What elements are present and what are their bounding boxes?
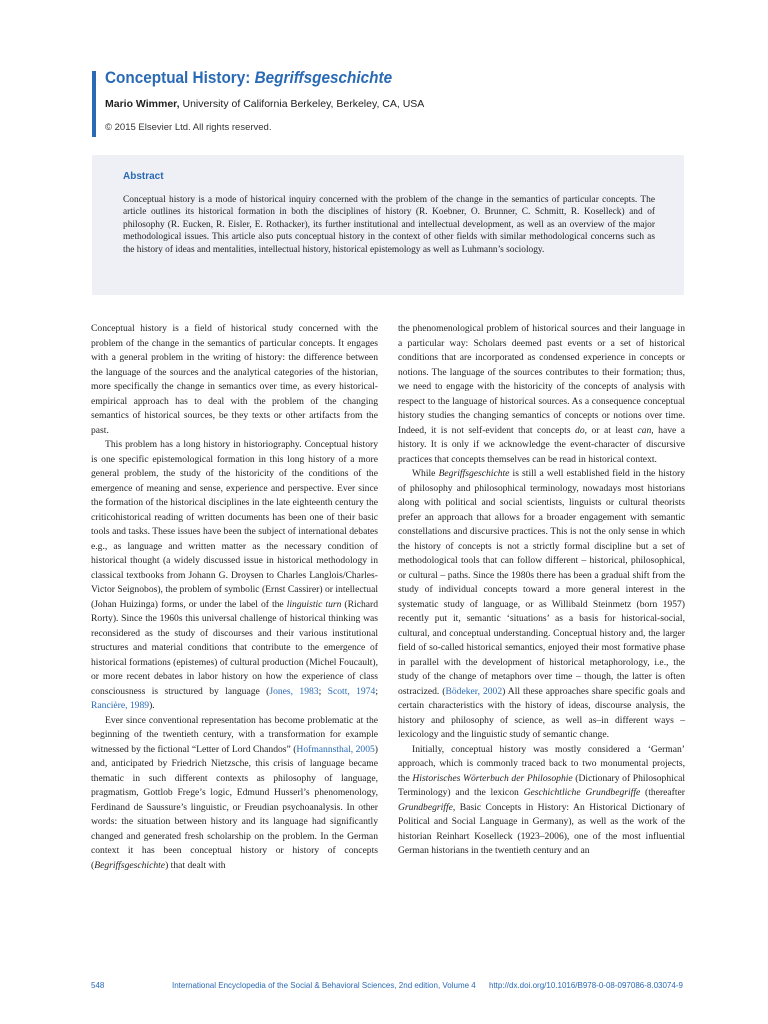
italic-term: Begriffsgeschichte bbox=[438, 468, 510, 479]
italic-term: Grundbegriffe bbox=[398, 801, 453, 813]
paragraph bbox=[398, 467, 685, 743]
text-span: ) that dealt with bbox=[165, 859, 226, 871]
paragraph: This problem has a long history in historiography. Conceptual history is one specific epistemological formation in this long history of a more general problem, the study of the historicity of the conditions of the emergence of meaning and sense, experience and perspective. Ever since the formation of the historical disciplines in the late eighteenth century the criticohistorical reading of written documents has been one of their basic tools and tasks. These issues have been the subject of international debates e.g., as language and written matter as the necessary condition of historical thought (a widely discussed issue in historical methodology in classical textbooks from Johann G. Droysen to Charles Langlois/Charles-Victor Seignobos), the problem of symbolic (Ernst Cassirer) or intellectual (Johan Huizinga) forms, or under the label of the linguistic turn (Richard Rorty). Since the 1960s this universal challenge of historical thinking was reconsidered as the study of discourses and their various institutional structures and material conditions that contribute to the emergence of historical formations (epistemes) of cultural production (Michel Foucault), or more recent debates in labor history on how the experience of class consciousness is structured by language (Jones, 1983; Scott, 1974; Rancière, 1989). bbox=[91, 439, 378, 711]
footer-page-number: 548 bbox=[91, 981, 105, 990]
author-name: Mario Wimmer, bbox=[105, 98, 180, 110]
text-span: While bbox=[412, 468, 439, 479]
text-span: (Richard Rorty). Since the 1960s this universal challenge of historical thinking was reconsidered as the study of discourses and their various institutional structures and material conditions that contribute to the emergence of historical formations (epistemes) of cultural production (Michel Foucault), or more recent debates in labor history on how the experience of class consciousness is structured by language ( bbox=[91, 598, 378, 697]
citation-link[interactable]: Bödeker, 2002 bbox=[445, 685, 503, 697]
paragraph bbox=[398, 743, 685, 859]
abstract-heading: Abstract bbox=[123, 171, 164, 182]
author-affiliation: University of California Berkeley, Berkeley, CA, USA bbox=[179, 98, 425, 110]
text-span: the phenomenological problem of historical sources and their language in a particular way: Scholars deemed past events or a set of historical conditions that are incorporated as condensed experience in concepts or notions. The language of the sources contributes to their formation; thus, we need to engage with the historicity of the concepts of analysis with respect to the language of historical sources. As a consequence conceptual history studies the changing semantics of concepts or notions over time. Indeed, it is not self-evident that concepts bbox=[398, 323, 685, 436]
title-accent-bar bbox=[92, 71, 96, 137]
italic-term: Geschichtliche Grundbegriffe bbox=[523, 787, 641, 798]
text-span: ) All these approaches share specific goals and certain characteristics with the history of ideas, discourse analysis, the history and philosophy of science, as well as–in different ways – lexicology and the linguistic study of semantic change. bbox=[398, 685, 685, 740]
text-span: , Basic Concepts in History: An Historical Dictionary of Political and Social Language in Germany), as well as the work of the historian Reinhart Koselleck (1923–2006), one of the most influential German historians in the twentieth century and an bbox=[398, 801, 685, 856]
text-span: ) and, anticipated by Friedrich Nietzsche, this crisis of language became thematic in such different contexts as philosophy of language, pragmatism, Gottlob Frege’s logic, Edmund Husserl’s phenomenology, Ferdinand de Saussure’s linguistic, or Freudian psychoanalysis. In other words: the situation between history and its language had significantly changed and generated fresh scholarship on the problem. In the German context it has been conceptual history or history of concepts ( bbox=[91, 743, 378, 871]
text-span: Initially, conceptual history was mostly considered a ‘German’ approach, which is commonly traced back to two monumental projects, the bbox=[398, 743, 685, 784]
citation-link[interactable]: Jones, 1983 bbox=[269, 685, 319, 697]
text-span: This problem has a long history in historiography. Conceptual history is one specific epistemological formation in this long history of a more general problem, the study of the historicity of the conditions of the emergence of meaning and sense, experience and perspective. Ever since the formation of the historical disciplines in the late eighteenth century the criticohistorical reading of written documents has been one of their basic tools and tasks. These issues have been the subject of international debates e.g., as language and written matter as the necessary condition of historical thought (a widely discussed issue in historical methodology in classical textbooks from Johann G. Droysen to Charles Langlois/Charles-Victor Seignobos), the problem of symbolic (Ernst Cassirer) or intellectual (Johan Huizinga) forms, or under the label of the bbox=[91, 439, 378, 610]
article-title bbox=[105, 68, 392, 88]
text-span: Ever since conventional representation has become problematic at the beginning of the twentieth century, with a transformation for example witnessed by the fictional “Letter of Lord Chandos” ( bbox=[91, 714, 378, 755]
text-span: , or at least bbox=[584, 424, 638, 436]
paragraph bbox=[91, 714, 378, 874]
abstract-text: Conceptual history is a mode of historical inquiry concerned with the problem of the change in the semantics of particular concepts. The article outlines its historical formation in both the disciplines of history (R. Koebner, O. Brunner, C. Schmitt, R. Koselleck) and of philosophy (R. Eucken, R. Eisler, E. Rothacker), its further institutional and intellectual development, as well as an overview of the major methodological issues. This article also puts conceptual history in the context of other fields with similar methodological concerns such as the history of ideas and mentalities, intellectual history, historical epistemology as well as Luhmann’s sociology. bbox=[123, 195, 655, 255]
footer-doi-link[interactable]: http://dx.doi.org/10.1016/B978-0-08-097086-8.03074-9 bbox=[489, 981, 683, 990]
italic-term: linguistic turn bbox=[286, 598, 342, 610]
citation-link[interactable]: Hofmannsthal, 2005 bbox=[296, 743, 375, 755]
text-span: (thereafter bbox=[640, 787, 685, 798]
title-italic: Begriffsgeschichte bbox=[254, 68, 393, 87]
italic-term: do bbox=[575, 424, 585, 436]
italic-term: Begriffsgeschichte bbox=[94, 859, 166, 871]
text-span: (Dictionary of Philosophical Terminology) and the lexicon bbox=[398, 772, 686, 798]
paragraph: Conceptual history is a field of historical study concerned with the problem of the change in the semantics of particular concepts. It engages with a general problem in the writing of history: the difference between the language of the sources and the analytical categories of the historian, more specifically the change in semantics over time, as every historical-empirical approach has to deal with the problem of the changing semantics of historical sources, be they texts or other artifacts from the past. bbox=[91, 323, 378, 436]
citation-link[interactable]: Rancière, 1989 bbox=[91, 700, 150, 711]
italic-term: Historisches Wörterbuch der Philosophie bbox=[412, 772, 573, 784]
footer-source: International Encyclopedia of the Social & Behavioral Sciences, 2nd edition, Volume 4 bbox=[172, 981, 476, 990]
paragraph bbox=[398, 322, 685, 467]
body-column-right bbox=[398, 322, 685, 859]
text-span: , have a history. It is only if we acknowledge the event-character of discursive practices that concepts themselves can be read in historical context. bbox=[398, 424, 685, 465]
text-span: is still a well established field in the history of philosophy and philosophical terminology, nowadays most historians along with political and social scientists, linguists or cultural theorists prefer an approach that allows for a broader engagement with semantic constellations and discursive practices. This is not the only sense in which the history of concepts is not a strictly formal discipline but a set of methodological tools that can follow different – historical, philosophical, or cultural – paths. Since the 1980s there has been a gradual shift from the study of individual concepts toward a more general interest in the systematic study of language, or as Willibald Steinmetz (born 1957) recently put it, semantic ‘situations’ as a basis for historical-social, cultural, and conceptual understanding. Conceptual history and, the larger field of so-called historical semantics, enjoyed their most formative phase in parallel with the development of historical metaphorology, i.e., the study of the change of metaphors over time – though, the latter is often ostracized. ( bbox=[398, 468, 686, 697]
author-line bbox=[105, 98, 424, 110]
body-column-left bbox=[91, 322, 378, 873]
copyright-notice: © 2015 Elsevier Ltd. All rights reserved. bbox=[105, 122, 272, 133]
text-span: ). bbox=[149, 700, 155, 711]
title-main: Conceptual History: bbox=[105, 68, 255, 87]
citation-link[interactable]: Scott, 1974 bbox=[327, 685, 376, 697]
italic-term: can bbox=[637, 424, 652, 436]
